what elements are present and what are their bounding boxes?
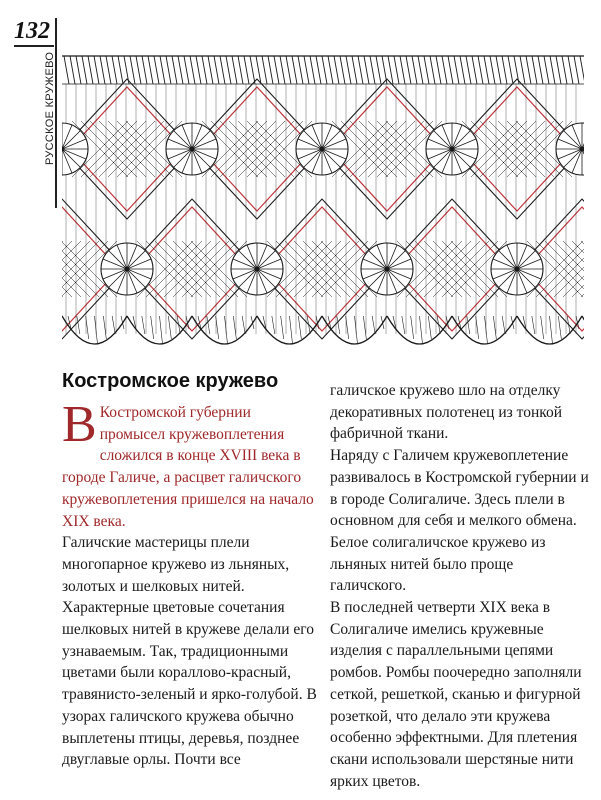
left-body-text: Галичские мастерицы плели многопарное кружево из льняных, золотых и шелковых нитей. Характерные цветовые сочетания шелковых нитей в кружеве делали его узнаваемым. Так, традиционными цветами были кораллово-красный, травянисто-зеленый и ярко-голубой. В узорах галичского кружева обычно выплетены птицы, деревья, позднее двуглавые орлы. Почти все [62, 534, 317, 769]
left-column [62, 368, 317, 771]
article-title: Костромское кружево [62, 370, 279, 392]
running-head: РУССКОЕ КРУЖЕВО [44, 52, 56, 166]
right-paragraph-1: галичское кружево шло на отделку декоративных полотенец из тонкой фабричной ткани. [330, 382, 563, 443]
lead-text: Костромской губернии промысел кружевоплетения сложился в конце XVIII века в городе Галиче, а расцвет галичского кружевоплетения пришелся на начало XIX века. [62, 404, 314, 530]
right-paragraph-3: В последней четверти XIX века в Солигаличе имелись кружевные изделия с параллельными цепями ромбов. Ромбы поочередно заполняли сеткой, решеткой, сканью и фигурной розеткой, что делало эти кружева особенно эффектными. Для плетения скани использовали шерстяные нити ярких цветов. [330, 599, 582, 790]
lace-diamond-chains [62, 79, 584, 339]
page-number: 132 [14, 18, 50, 44]
lace-top-fringe [62, 56, 584, 84]
right-paragraph-2: Наряду с Галичем кружевоплетение развивалось в Костромской губернии и в городе Солигаличе. Здесь плели в основном для себя и мелкого обмена. Белое солигаличское кружево из льняных нитей было проще галичского. [330, 447, 589, 595]
right-column [330, 380, 592, 792]
drop-cap: В [62, 396, 97, 453]
lace-rosettes [62, 123, 584, 295]
page-number-rule [14, 45, 54, 47]
lead-paragraph [62, 396, 317, 532]
lace-pattern-diagram [62, 54, 584, 364]
